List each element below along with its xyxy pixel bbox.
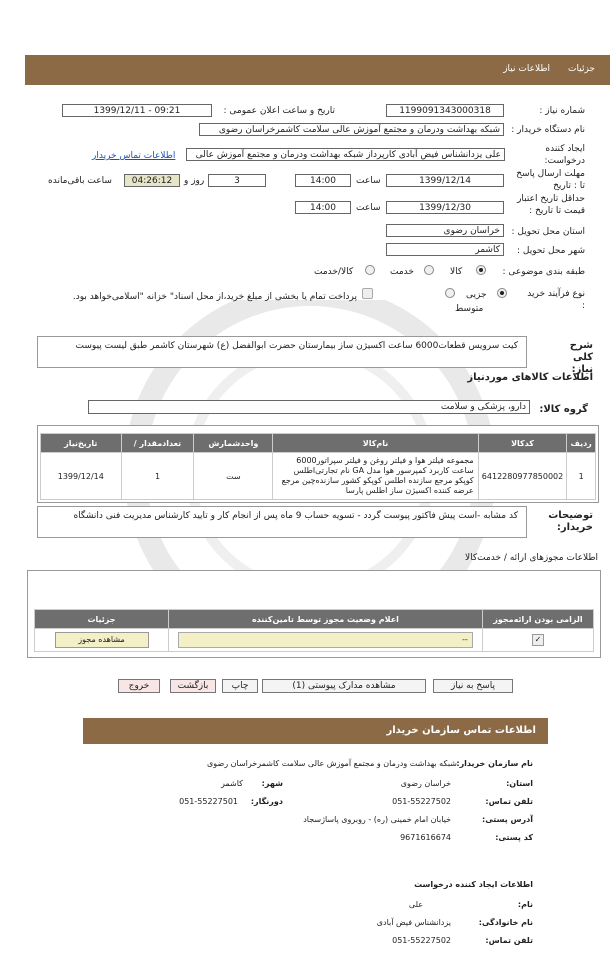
validity-label: حداقل تاریخ اعتبار قیمت تا تاریخ : xyxy=(517,194,585,216)
creator-field: علی یزدانشناس فیض آبادی کارپرداز شبکه بهداشت ودرمان و مجتمع آموزش عالی xyxy=(186,148,505,161)
permit-required-cell xyxy=(482,629,593,652)
process-medium-label: متوسط xyxy=(455,304,484,314)
checkmark-icon: ✓ xyxy=(532,634,544,646)
row-unit: ست xyxy=(194,453,273,500)
attachments-button[interactable]: مشاهده مدارک پیوستی (1) xyxy=(262,679,426,693)
row-date: 1399/12/14 xyxy=(41,453,122,500)
col-name: نام‌کالا xyxy=(273,434,478,453)
category-service-radio[interactable] xyxy=(424,265,434,275)
province-label: استان محل تحویل : xyxy=(511,227,585,237)
row-index: 1 xyxy=(567,453,596,500)
contact-phone-label: تلفن تماس: xyxy=(485,797,533,806)
goods-table-frame xyxy=(37,425,599,503)
contact-city-label: شهر: xyxy=(261,779,283,788)
creator-label: ایجاد کننده درخواست: xyxy=(544,144,585,166)
permits-title: اطلاعات مجوزهای ارائه / خدمت‌کالا xyxy=(464,553,598,563)
category-goods-service-label: کالا/خدمت xyxy=(314,267,354,277)
creator-last-name-value: یزدانشناس فیض آبادی xyxy=(376,918,451,927)
contact-address-label: آدرس پستی: xyxy=(482,815,533,824)
summary-text: کیت سرویس قطعات6000 ساعت اکسیژن ساز بیمارستان حضرت ابوالفضل (ع) شهرستان کاشمر طبق لیست پیوست xyxy=(37,336,527,368)
creator-last-name-label: نام خانوادگی: xyxy=(478,918,533,927)
contact-section-header xyxy=(83,718,548,744)
col-date: تاریخ‌نیاز xyxy=(41,434,122,453)
deadline-time-label: ساعت xyxy=(356,176,381,186)
category-goods-label: کالا xyxy=(450,267,463,277)
creator-phone-label: تلفن تماس: xyxy=(485,936,533,945)
contact-postal-value: 9671616674 xyxy=(400,833,451,842)
tab-need-info[interactable]: اطلاعات نیاز xyxy=(503,64,550,74)
tab-details[interactable]: جزئیات xyxy=(568,64,595,74)
buyer-label: نام دستگاه خریدار : xyxy=(511,125,585,135)
process-medium-radio[interactable] xyxy=(445,288,455,298)
col-permit-status: اعلام وضعیت مجوز توسط تامین‌کننده xyxy=(169,610,483,629)
org-name-value: شبکه بهداشت ودرمان و مجتمع آموزش عالی سلامت کاشمرخراسان رضوی xyxy=(207,759,457,768)
page-header-bar xyxy=(25,55,610,85)
creator-phone-value: 051-55227502 xyxy=(392,936,451,945)
buyer-field: شبکه بهداشت ودرمان و مجتمع آموزش عالی سلامت کاشمرخراسان رضوی xyxy=(199,123,504,136)
goods-section-title: اطلاعات کالاهای موردنیاز xyxy=(467,372,593,383)
back-button[interactable]: بازگشت xyxy=(170,679,216,693)
need-number-label: شماره نیاز : xyxy=(539,106,585,116)
row-qty: 1 xyxy=(121,453,194,500)
days-field: 3 xyxy=(208,174,266,187)
deadline-time-field: 14:00 xyxy=(295,174,351,187)
reply-button[interactable]: پاسخ به نیاز xyxy=(433,679,513,693)
contact-postal-label: کد پستی: xyxy=(495,833,533,842)
goods-group-label: گروه کالا: xyxy=(539,404,588,415)
announce-field: 1399/12/11 - 09:21 xyxy=(62,104,212,117)
permit-details-cell xyxy=(35,629,169,652)
org-name-label: نام سازمان خریدار: xyxy=(456,759,533,768)
buyer-notes-text: کد مشابه -است پیش فاکتور پیوست گردد - تسویه حساب 9 ماه پس از انجام کار و تایید کارشناس مدیریت فنی دانشگاه xyxy=(37,506,527,538)
creator-first-name-value: علی xyxy=(408,900,423,909)
remaining-time-field: 04:26:12 xyxy=(124,174,180,187)
contact-province-value: خراسان رضوی xyxy=(400,779,451,788)
col-qty: تعدادمقدار / xyxy=(121,434,194,453)
process-label: نوع فرآیند خرید : xyxy=(527,289,585,311)
category-service-label: خدمت xyxy=(390,267,414,277)
col-unit: واحدشمارش xyxy=(194,434,273,453)
announce-label: تاریخ و ساعت اعلان عمومی : xyxy=(223,106,335,116)
contact-fax-value: 051-55227501 xyxy=(179,797,238,806)
print-button[interactable]: چاپ xyxy=(222,679,258,693)
contact-fax-label: دورنگار: xyxy=(250,797,283,806)
permits-table xyxy=(34,609,594,652)
validity-time-field: 14:00 xyxy=(295,201,351,214)
buyer-notes-label: توضیحات خریدار: xyxy=(548,510,593,533)
contact-province-label: استان: xyxy=(506,779,533,788)
contact-city-value: کاشمر xyxy=(221,779,243,788)
category-goods-radio[interactable] xyxy=(476,265,486,275)
col-code: کدکالا xyxy=(478,434,567,453)
contact-title: اطلاعات تماس سازمان خریدار xyxy=(386,725,536,736)
permit-status-field: -- xyxy=(178,632,473,648)
deadline-label: مهلت ارسال پاسخ تا : تاریخ xyxy=(516,169,585,191)
col-row: ردیف xyxy=(567,434,596,453)
contact-address-value: خیابان امام خمینی (ره) - روبروی پاساژسجاد xyxy=(303,815,451,824)
goods-group-field: دارو، پزشکی و سلامت xyxy=(88,400,530,414)
remaining-label: ساعت باقی‌مانده xyxy=(48,176,112,186)
validity-time-label: ساعت xyxy=(356,203,381,213)
exit-button[interactable]: خروج xyxy=(118,679,160,693)
permits-frame xyxy=(27,570,601,658)
creator-first-name-label: نام: xyxy=(517,900,533,909)
province-field: خراسان رضوی xyxy=(386,224,504,237)
table-row xyxy=(35,629,594,652)
process-minor-label: جزیی xyxy=(466,290,487,300)
table-row xyxy=(41,453,596,500)
row-name: مجموعه فیلتر هوا و فیلتر روغن و فیلتر سپراتور6000 ساعت کاربرد کمپرسور هوا مدل GA نام تجارتی‌اطلس کوپکو مرجع سازنده اطلس کوپکو کشور سازنده‌چین مرجع عرضه کننده اکسیژن ساز اطلس پارسا xyxy=(273,453,478,500)
city-field: کاشمر xyxy=(386,243,504,256)
days-label: روز و xyxy=(184,176,205,186)
goods-table xyxy=(40,433,596,500)
city-label: شهر محل تحویل : xyxy=(516,246,585,256)
permit-status-cell xyxy=(169,629,483,652)
col-permit-required: الزامی بودن ارائه‌مجوز xyxy=(482,610,593,629)
treasury-note: پرداخت تمام یا بخشی از مبلغ خرید،از محل اسناد" خزانه "اسلامی‌خواهد بود. xyxy=(72,292,357,302)
process-minor-radio[interactable] xyxy=(497,288,507,298)
need-number-field: 1199091343000318 xyxy=(386,104,504,117)
creator-info-title: اطلاعات ایجاد کننده درخواست xyxy=(414,880,533,889)
row-code: 6412280977850002 xyxy=(478,453,567,500)
buyer-contact-link[interactable]: اطلاعات تماس خریدار xyxy=(92,151,176,161)
col-permit-details: جزئیات xyxy=(35,610,169,629)
contact-phone-value: 051-55227502 xyxy=(392,797,451,806)
deadline-date-field: 1399/12/14 xyxy=(386,174,504,187)
summary-label: شرح کلی نیاز: xyxy=(569,340,593,375)
category-goods-service-radio[interactable] xyxy=(365,265,375,275)
validity-date-field: 1399/12/30 xyxy=(386,201,504,214)
category-label: طبقه بندی موضوعی : xyxy=(502,267,585,277)
view-permit-button[interactable]: مشاهده مجوز xyxy=(55,632,149,648)
treasury-checkbox[interactable] xyxy=(362,288,373,299)
